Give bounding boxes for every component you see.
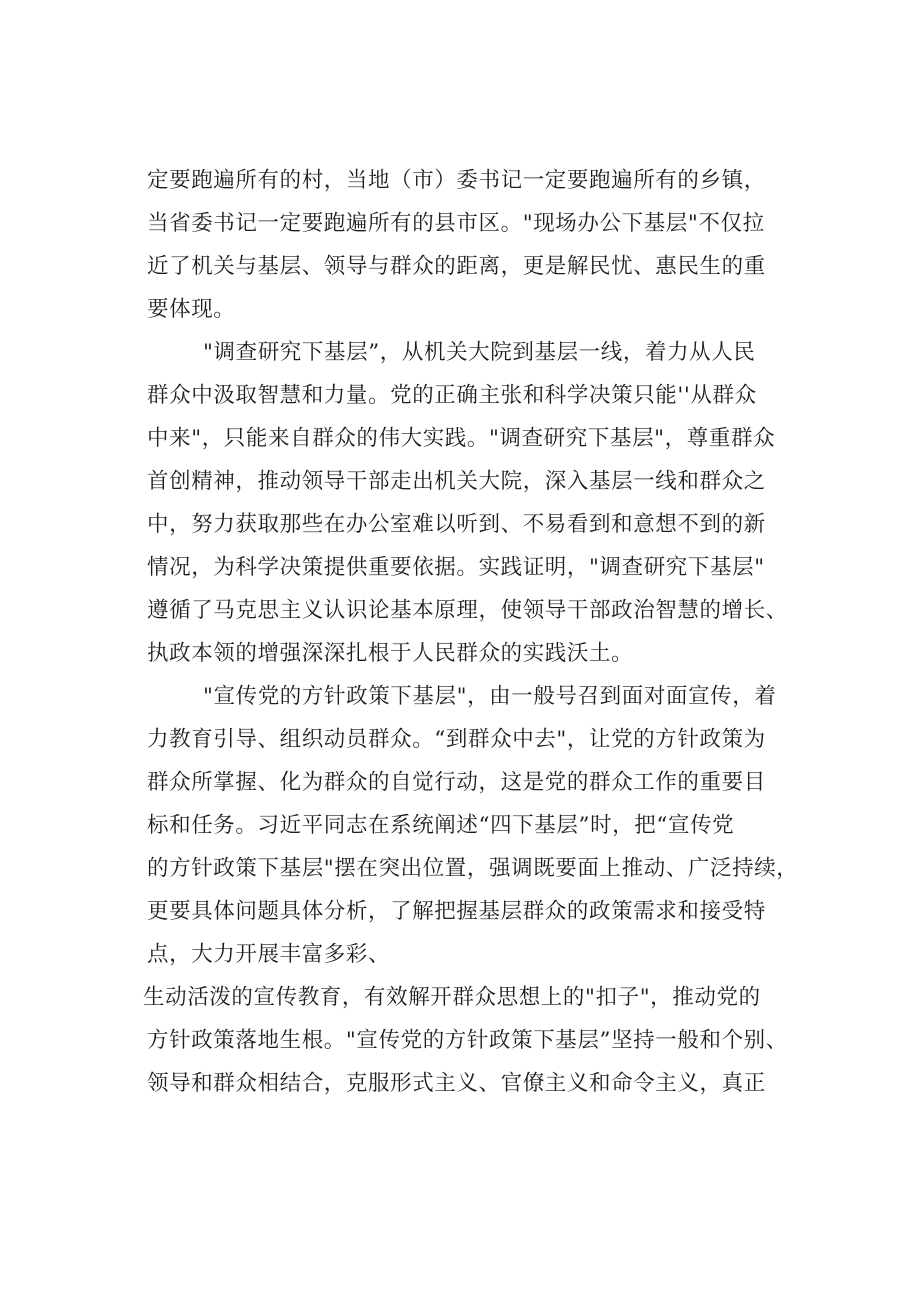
text-line-9: 中，努力获取那些在办公室难以听到、不易看到和意想不到的新 bbox=[147, 512, 766, 537]
text-line-10: 情况，为科学决策提供重要依据。实践证明，"调查研究下基层" bbox=[147, 555, 765, 580]
paragraph-3-first-line: "宣传党的方针政策下基层"，由一般号召到面对面宣传，着 bbox=[203, 684, 777, 709]
text-line-12: 执政本领的增强深深扎根于人民群众的实践沃土。 bbox=[147, 641, 634, 666]
text-line-18: 更要具体问题具体分析，了解把握基层群众的政策需求和接受特 bbox=[147, 899, 766, 924]
paragraph-2-first-line: "调查研究下基层”，从机关大院到基层一线，着力从人民 bbox=[203, 340, 756, 365]
text-line-17: 的方针政策下基层"摆在突出位置，强调既要面上推动、广泛持续， bbox=[147, 856, 799, 881]
text-line-2: 当省委书记一定要跑遍所有的县市区。"现场办公下基层"不仅拉 bbox=[147, 211, 765, 236]
text-line-22: 领导和群众相结合，克服形式主义、官僚主义和命令主义，真正 bbox=[147, 1071, 766, 1096]
text-line-21: 方针政策落地生根。"宣传党的方针政策下基层”坚持一般和个别、 bbox=[147, 1028, 788, 1053]
text-line-6: 群众中汲取智慧和力量。党的正确主张和科学决策只能''从群众 bbox=[147, 383, 757, 408]
text-line-3: 近了机关与基层、领导与群众的距离，更是解民忧、惠民生的重 bbox=[147, 254, 766, 279]
text-line-16: 标和任务。习近平同志在系统阐述“四下基层”时，把“宣传党 bbox=[147, 813, 735, 838]
text-line-15: 群众所掌握、化为群众的自觉行动，这是党的群众工作的重要目 bbox=[147, 770, 766, 795]
text-line-7: 中来"，只能来自群众的伟大实践。"调查研究下基层"，尊重群众 bbox=[147, 426, 776, 451]
text-line-14: 力教育引导、组织动员群众。“到群众中去"，让党的方针政策为 bbox=[147, 727, 766, 752]
text-line-20: 生动活泼的宣传教育，有效解开群众思想上的"扣子"，推动党的 bbox=[143, 985, 761, 1010]
text-line-4: 要体现。 bbox=[147, 297, 236, 322]
text-line-8: 首创精神，推动领导干部走出机关大院，深入基层一线和群众之 bbox=[147, 469, 766, 494]
text-line-19: 点，大力开展丰富多彩、 bbox=[147, 942, 391, 967]
text-line-1: 定要跑遍所有的村，当地（市）委书记一定要跑遍所有的乡镇， bbox=[147, 168, 766, 193]
text-line-11: 遵循了马克思主义认识论基本原理，使领导干部政治智慧的增长、 bbox=[147, 598, 788, 623]
